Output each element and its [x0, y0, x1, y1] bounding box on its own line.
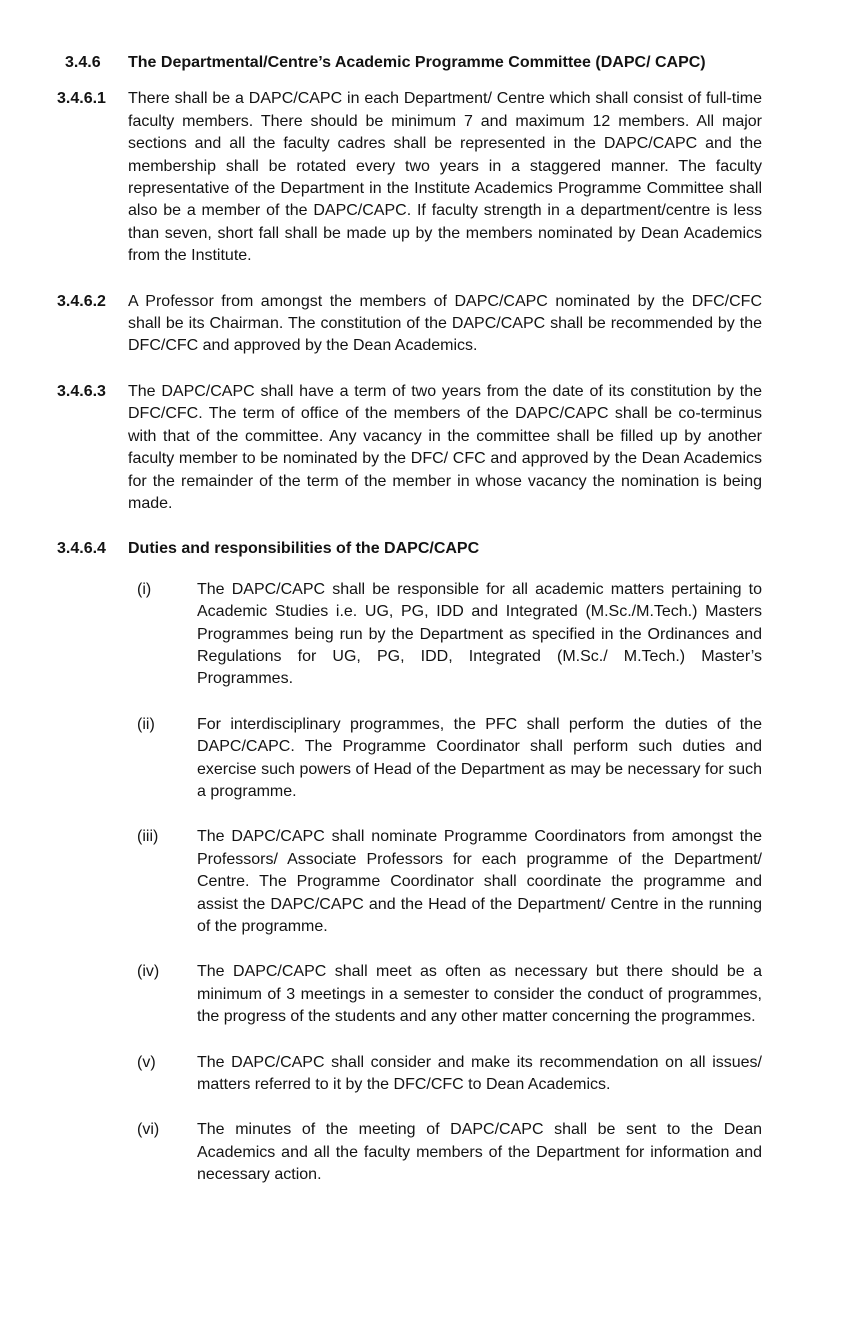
section-subheading-3-4-6-4 — [57, 538, 762, 560]
duty-text: The DAPC/CAPC shall nominate Programme Coordinators from amongst the Professors/ Associate Professors for each programme of the Department/ Centre. The Programme Coordinator shall coordinate the programme and assist the DAPC/CAPC and the Head of the Department/ Centre in the running of the programme. — [197, 828, 762, 935]
duty-text: The DAPC/CAPC shall consider and make its recommendation on all issues/ matters referred to it by the DFC/CFC to Dean Academics. — [197, 1053, 762, 1094]
paragraph-text: The DAPC/CAPC shall have a term of two years from the date of its constitution by the DFC/CFC. The term of office of the members of the DAPC/CAPC shall be co-terminus with that of the committee. Any vacancy in the committee shall be filled up by another faculty member to be nominated by the DFC/ CFC and approved by the Dean Academics for the remainder of the term of the member in whose vacancy the nomination is being made. — [128, 382, 762, 512]
subheading-number: 3.4.6.4 — [57, 540, 106, 558]
duty-label: (v) — [137, 1053, 156, 1071]
duty-text: For interdisciplinary programmes, the PFC shall perform the duties of the DAPC/CAPC. The Programme Coordinator shall perform such duties and exercise such powers of Head of the Department as may be necessary for such a programme. — [197, 715, 762, 800]
duty-label: (vi) — [137, 1121, 160, 1139]
section-paragraph-3-4-6-1 — [57, 88, 762, 267]
duty-item-ii — [137, 714, 762, 804]
duty-text: The DAPC/CAPC shall be responsible for all academic matters pertaining to Academic Studies i.e. UG, PG, IDD and Integrated (M.Sc./M.Tech.) Masters Programmes being run by the Department as specified in the Ordinances and Regulations for UG, PG, IDD, Integrated (M.Sc./ M.Tech.) Master’s Programmes. — [197, 580, 762, 688]
duty-item-iv — [137, 961, 762, 1028]
section-paragraph-3-4-6-2 — [57, 291, 762, 358]
subheading-title: Duties and responsibilities of the DAPC/CAPC — [128, 540, 480, 558]
paragraph-text: A Professor from amongst the members of DAPC/CAPC nominated by the DFC/CFC shall be its Chairman. The constitution of the DAPC/CAPC shall be recommended by the DFC/CFC and approved by the Dean Academics. — [128, 292, 762, 355]
duty-label: (iv) — [137, 963, 160, 981]
duty-text: The minutes of the meeting of DAPC/CAPC shall be sent to the Dean Academics and all the faculty members of the Department for information and necessary action. — [197, 1121, 762, 1184]
section-heading-3-4-6 — [57, 52, 762, 74]
duty-item-v — [137, 1052, 762, 1097]
paragraph-text: There shall be a DAPC/CAPC in each Department/ Centre which shall consist of full-time faculty members. There should be minimum 7 and maximum 12 members. All major sections and all the faculty cadres shall be represented in the DAPC/CAPC and the membership shall be rotated every two years in a staggered manner. The faculty representative of the Department in the Institute Academics Programme Committee shall also be a member of the DAPC/CAPC. If faculty strength in a department/centre is less than seven, short fall shall be made up by the members nominated by Dean Academics from the Institute. — [128, 90, 762, 265]
section-number: 3.4.6 — [65, 54, 101, 71]
duty-item-i — [137, 579, 762, 691]
duty-item-vi — [137, 1119, 762, 1186]
section-paragraph-3-4-6-3 — [57, 381, 762, 515]
paragraph-number: 3.4.6.2 — [57, 292, 106, 310]
section-title: The Departmental/Centre’s Academic Programme Committee (DAPC/ CAPC) — [128, 54, 706, 71]
paragraph-number: 3.4.6.1 — [57, 90, 106, 108]
duty-item-iii — [137, 826, 762, 938]
paragraph-number: 3.4.6.3 — [57, 382, 106, 400]
duty-text: The DAPC/CAPC shall meet as often as necessary but there should be a minimum of 3 meetings in a semester to consider the conduct of programmes, the progress of the students and any other matter concerning the programmes. — [197, 963, 762, 1026]
duty-label: (ii) — [137, 715, 155, 733]
duty-label: (i) — [137, 580, 152, 598]
duty-label: (iii) — [137, 828, 159, 846]
